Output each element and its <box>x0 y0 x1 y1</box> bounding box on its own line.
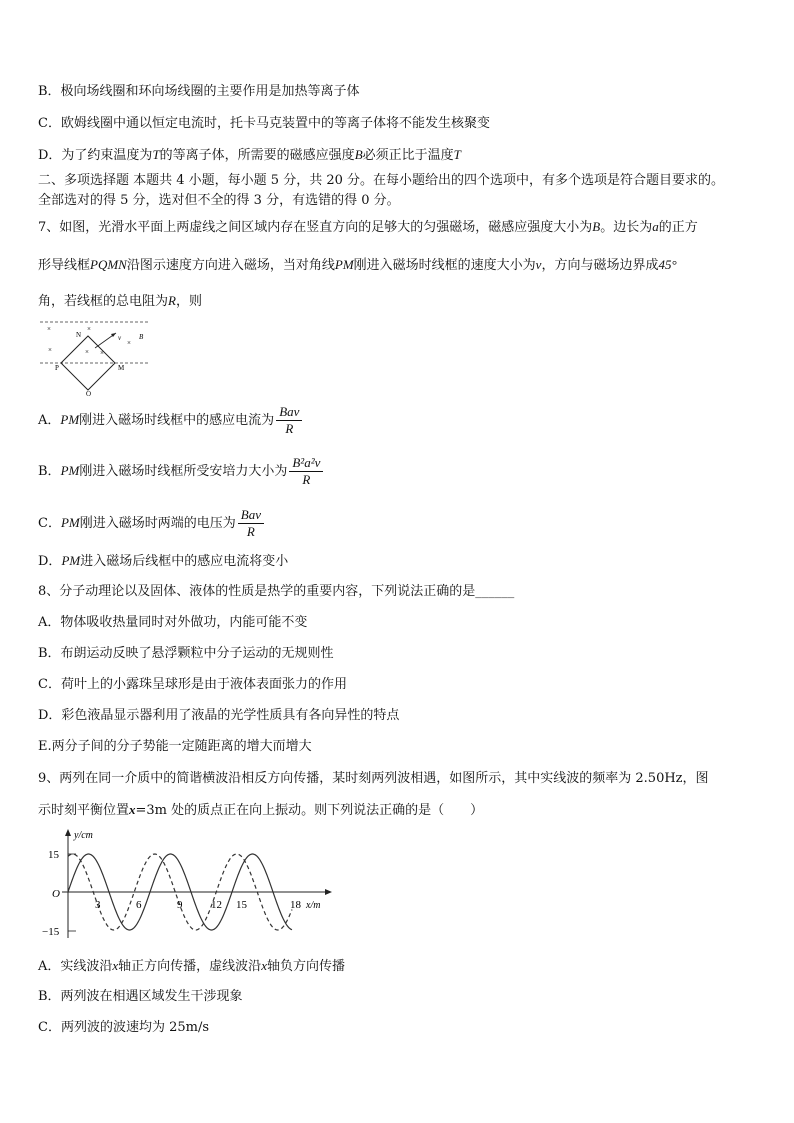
q7-option-d-text: 进入磁场后线框中的感应电流将变小 <box>80 554 289 569</box>
var-pqmn: PQMN <box>90 257 127 272</box>
numerator: B²a²v <box>289 455 323 472</box>
q6-option-d <box>38 146 461 165</box>
var-b: B <box>592 219 601 234</box>
var-r: R <box>168 293 176 308</box>
var-pm: PM <box>60 463 80 478</box>
q7-text: 形导线框 <box>38 258 91 273</box>
field-cross: × <box>127 339 131 347</box>
fraction <box>276 404 302 437</box>
field-cross: × <box>47 325 51 333</box>
var-pm: PM <box>61 553 81 568</box>
q9-wave-graph <box>40 826 340 946</box>
q6-option-c: C．欧姆线圈中通以恒定电流时，托卡马克装置中的等离子体将不能发生核聚变 <box>38 116 490 131</box>
denominator: R <box>246 524 255 539</box>
label-n: N <box>76 331 82 339</box>
q8-stem: 8、分子动理论以及固体、液体的性质是热学的重要内容，下列说法正确的是______ <box>38 584 515 599</box>
label-q: Q <box>86 390 92 396</box>
x-axis-label: x/m <box>306 900 321 911</box>
q9-text: =3m 处的质点正在向上振动。则下列说法正确的是（ ） <box>135 803 484 818</box>
x-tick-label-3: 3 <box>95 899 101 911</box>
section-2-line-1: 二、多项选择题 本题共 4 小题，每小题 5 分，共 20 分。在每小题给出的四个选项中，有多个选项是符合题目要求的。 <box>38 173 725 188</box>
q7-text: 刚进入磁场时线框的速度大小为 <box>353 258 536 273</box>
var-pm: PM <box>60 515 80 530</box>
q7-option-b: B．PM刚进入磁场时线框所受安培力大小为 $\frac{\text{B²a²v}}{R}$ <box>38 455 323 488</box>
q6-option-d-post: 必须正比于温度 <box>362 148 454 163</box>
numerator: Bav <box>276 404 302 421</box>
angle-45: 45° <box>658 257 677 272</box>
field-cross: × <box>100 349 104 357</box>
q7-text: ，则 <box>175 294 202 309</box>
label-b: B <box>139 333 144 341</box>
var-x: x <box>112 958 119 973</box>
q7-option-b-text: 刚进入磁场时线框所受安培力大小为 <box>79 464 288 479</box>
q9-option-a-text: A．实线波沿 <box>38 959 113 974</box>
q8-option-d: D．彩色液晶显示器利用了液晶的光学性质具有各向异性的特点 <box>38 708 400 723</box>
q7-loop-diagram <box>40 318 152 396</box>
label-m: M <box>118 364 125 372</box>
q7-text: 。边长为 <box>600 220 653 235</box>
label-v: v <box>118 334 122 342</box>
field-cross: × <box>87 325 91 333</box>
x-tick-label-15: 15 <box>236 899 247 911</box>
x-tick-label-6: 6 <box>136 899 142 911</box>
label-p: P <box>55 364 59 372</box>
var-t: T <box>152 147 160 162</box>
var-t: T <box>453 147 461 162</box>
field-cross: × <box>85 348 89 356</box>
q8-option-c: C．荷叶上的小露珠呈球形是由于液体表面张力的作用 <box>38 677 347 692</box>
q9-option-a-text: 轴负方向传播 <box>266 959 345 974</box>
var-b: B <box>354 147 363 162</box>
q7-option-c: C．PM刚进入磁场时两端的电压为 $\frac{\text{Bav}}{R}$ <box>38 507 264 540</box>
q7-stem-line-2 <box>38 256 677 275</box>
q8-option-a: A．物体吸收热量同时对外做功，内能可能不变 <box>38 615 308 630</box>
section-2-line-2: 全部选对的得 5 分，选对但不全的得 3 分，有选错的得 0 分。 <box>38 193 400 208</box>
denominator: R <box>285 421 294 436</box>
q6-option-d-pre: D．为了约束温度为 <box>38 148 153 163</box>
q7-option-d: D．PM进入磁场后线框中的感应电流将变小 <box>38 553 289 569</box>
q7-text: 7、如图，光滑水平面上两虚线之间区域内存在竖直方向的足够大的匀强磁场，磁感应强度大小为 <box>38 220 593 235</box>
q9-text: 示时刻平衡位置 <box>38 803 130 818</box>
var-x: x <box>129 802 136 817</box>
q6-option-d-mid: 的等离子体，所需要的磁感应强度 <box>159 148 355 163</box>
q9-option-c: C．两列波的波速均为 25m/s <box>38 1020 209 1035</box>
q7-stem-line-1 <box>38 218 698 237</box>
y-axis-arrow <box>65 829 71 836</box>
x-tick-label-9: 9 <box>177 899 183 911</box>
x-tick-label-12: 12 <box>211 899 222 911</box>
q7-option-c-text: 刚进入磁场时两端的电压为 <box>79 516 236 531</box>
q9-stem-line-2 <box>38 801 483 820</box>
field-cross: × <box>48 346 52 354</box>
denominator: R <box>302 472 311 487</box>
y-tick-label-15: 15 <box>48 849 59 861</box>
fraction <box>289 455 323 488</box>
var-pm: PM <box>334 257 354 272</box>
var-a: a <box>652 219 659 234</box>
q7-text: 角，若线框的总电阻为 <box>38 294 169 309</box>
numerator: Bav <box>238 507 264 524</box>
q8-option-b: B．布朗运动反映了悬浮颗粒中分子运动的无规则性 <box>38 646 334 661</box>
q9-option-a-text: 轴正方向传播，虚线波沿 <box>118 959 262 974</box>
y-tick-label-neg-15: −15 <box>42 926 60 938</box>
origin-label: O <box>52 888 60 900</box>
fraction <box>238 507 264 540</box>
q7-text: 沿图示速度方向进入磁场，当对角线 <box>126 258 335 273</box>
q8-option-e: E.两分子间的分子势能一定随距离的增大而增大 <box>38 739 312 754</box>
q7-option-a: A．PM刚进入磁场时线框中的感应电流为 $\frac{\text{Bav}}{R}$ <box>38 404 302 437</box>
q9-stem-line-1: 9、两列在同一介质中的简谐横波沿相反方向传播，某时刻两列波相遇，如图所示，其中实线波的频率为 2.50Hz，图 <box>38 771 709 786</box>
q9-option-a <box>38 957 345 976</box>
x-tick-label-18: 18 <box>290 899 301 911</box>
var-pm: PM <box>60 412 80 427</box>
x-axis-arrow <box>325 889 332 895</box>
q9-option-b: B．两列波在相遇区域发生干涉现象 <box>38 989 243 1004</box>
q7-text: ，方向与磁场边界成 <box>541 258 659 273</box>
y-axis-label: y/cm <box>74 830 93 841</box>
var-v: v <box>535 257 542 272</box>
var-x: x <box>261 958 267 973</box>
q7-stem-line-3 <box>38 292 202 311</box>
q7-text: 的正方 <box>658 220 698 235</box>
q7-option-a-text: 刚进入磁场时线框中的感应电流为 <box>79 413 275 428</box>
q6-option-b: B．极向场线圈和环向场线圈的主要作用是加热等离子体 <box>38 84 360 99</box>
